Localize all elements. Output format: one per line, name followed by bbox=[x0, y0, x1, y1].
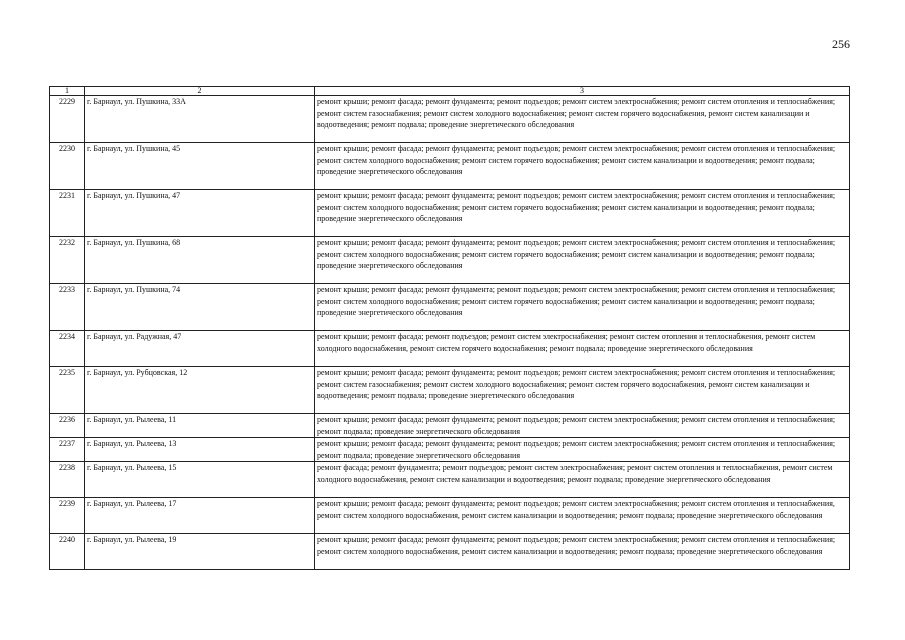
table-row bbox=[50, 534, 850, 570]
row-number: 2234 bbox=[50, 331, 85, 367]
table-row bbox=[50, 190, 850, 237]
table-row bbox=[50, 498, 850, 534]
table-row bbox=[50, 438, 850, 462]
table-row bbox=[50, 237, 850, 284]
row-works: ремонт фасада; ремонт фундамента; ремонт подъездов; ремонт систем электроснабжения; ремонт систем отопления и теплоснабжения, ремонт систем холодного водоснабжения, ремонт систем канализации и водоотведения; ремонт подвала; проведение энергетического обследования bbox=[315, 462, 850, 498]
row-number: 2239 bbox=[50, 498, 85, 534]
row-works: ремонт крыши; ремонт фасада; ремонт фундамента; ремонт подъездов; ремонт систем электроснабжения; ремонт систем отопления и теплоснабжения; ремонт подвала; проведение энергетического обследования bbox=[315, 414, 850, 438]
row-address: г. Барнаул, ул. Рылеева, 11 bbox=[85, 414, 315, 438]
row-works: ремонт крыши; ремонт фасада; ремонт фундамента; ремонт подъездов; ремонт систем электроснабжения; ремонт систем отопления и теплоснабжения; ремонт систем холодного водоснабжения; ремонт систем горячего водоснабжения; ремонт систем канализации и водоотведения; ремонт подвала; проведение энергетического обследования bbox=[315, 143, 850, 190]
row-address: г. Барнаул, ул. Рылеева, 13 bbox=[85, 438, 315, 462]
row-address: г. Барнаул, ул. Пушкина, 33А bbox=[85, 96, 315, 143]
row-works: ремонт крыши; ремонт фасада; ремонт подъездов; ремонт систем электроснабжения; ремонт систем отопления и теплоснабжения, ремонт систем холодного водоснабжения, ремонт систем горячего водоснабжения; ремонт подвала; проведение энергетического обследования bbox=[315, 331, 850, 367]
column-header-address: 2 bbox=[85, 87, 315, 96]
row-address: г. Барнаул, ул. Рылеева, 15 bbox=[85, 462, 315, 498]
column-header-works: 3 bbox=[315, 87, 850, 96]
row-address: г. Барнаул, ул. Рылеева, 19 bbox=[85, 534, 315, 570]
column-header-number: 1 bbox=[50, 87, 85, 96]
row-works: ремонт крыши; ремонт фасада; ремонт фундамента; ремонт подъездов; ремонт систем электроснабжения; ремонт систем отопления и теплоснабжения; ремонт систем газоснабжения; ремонт систем холодного водоснабжения; ремонт систем горячего водоснабжения, ремонт систем канализации и водоотведения; ремонт подвала; проведение энергетического обследования bbox=[315, 96, 850, 143]
row-number: 2238 bbox=[50, 462, 85, 498]
table-row bbox=[50, 331, 850, 367]
table-row bbox=[50, 96, 850, 143]
row-number: 2233 bbox=[50, 284, 85, 331]
row-number: 2230 bbox=[50, 143, 85, 190]
table-header-row bbox=[50, 87, 850, 96]
row-works: ремонт крыши; ремонт фасада; ремонт фундамента; ремонт подъездов; ремонт систем электроснабжения; ремонт систем отопления и теплоснабжения, ремонт систем холодного водоснабжения, ремонт систем канализации и водоотведения; ремонт подвала; проведение энергетического обследования bbox=[315, 498, 850, 534]
row-address: г. Барнаул, ул. Рубцовская, 12 bbox=[85, 367, 315, 414]
row-address: г. Барнаул, ул. Пушкина, 45 bbox=[85, 143, 315, 190]
row-number: 2236 bbox=[50, 414, 85, 438]
row-works: ремонт крыши; ремонт фасада; ремонт фундамента; ремонт подъездов; ремонт систем электроснабжения; ремонт систем отопления и теплоснабжения; ремонт систем холодного водоснабжения; ремонт систем горячего водоснабжения; ремонт систем канализации и водоотведения; ремонт подвала; проведение энергетического обследования bbox=[315, 284, 850, 331]
row-works: ремонт крыши; ремонт фасада; ремонт фундамента; ремонт подъездов; ремонт систем электроснабжения; ремонт систем отопления и теплоснабжения; ремонт систем холодного водоснабжения, ремонт систем канализации и водоотведения; ремонт подвала; проведение энергетического обследования bbox=[315, 534, 850, 570]
row-address: г. Барнаул, ул. Пушкина, 47 bbox=[85, 190, 315, 237]
table-row bbox=[50, 462, 850, 498]
table-row bbox=[50, 367, 850, 414]
table-row bbox=[50, 414, 850, 438]
row-number: 2232 bbox=[50, 237, 85, 284]
row-number: 2229 bbox=[50, 96, 85, 143]
row-number: 2237 bbox=[50, 438, 85, 462]
row-number: 2240 bbox=[50, 534, 85, 570]
row-works: ремонт крыши; ремонт фасада; ремонт фундамента; ремонт подъездов; ремонт систем электроснабжения; ремонт систем отопления и теплоснабжения; ремонт подвала; проведение энергетического обследования bbox=[315, 438, 850, 462]
row-works: ремонт крыши; ремонт фасада; ремонт фундамента; ремонт подъездов; ремонт систем электроснабжения; ремонт систем отопления и теплоснабжения; ремонт систем газоснабжения; ремонт систем холодного водоснабжения; ремонт систем горячего водоснабжения, ремонт систем канализации и водоотведения; ремонт подвала; проведение энергетического обследования bbox=[315, 367, 850, 414]
row-number: 2231 bbox=[50, 190, 85, 237]
page-number: 256 bbox=[832, 37, 850, 51]
row-works: ремонт крыши; ремонт фасада; ремонт фундамента; ремонт подъездов; ремонт систем электроснабжения; ремонт систем отопления и теплоснабжения; ремонт систем холодного водоснабжения; ремонт систем горячего водоснабжения; ремонт систем канализации и водоотведения; ремонт подвала; проведение энергетического обследования bbox=[315, 237, 850, 284]
row-works: ремонт крыши; ремонт фасада; ремонт фундамента; ремонт подъездов; ремонт систем электроснабжения; ремонт систем отопления и теплоснабжения; ремонт систем холодного водоснабжения; ремонт систем горячего водоснабжения; ремонт систем канализации и водоотведения; ремонт подвала; проведение энергетического обследования bbox=[315, 190, 850, 237]
repair-register-table bbox=[49, 86, 850, 570]
row-address: г. Барнаул, ул. Радужная, 47 bbox=[85, 331, 315, 367]
table-row bbox=[50, 143, 850, 190]
table-row bbox=[50, 284, 850, 331]
row-number: 2235 bbox=[50, 367, 85, 414]
row-address: г. Барнаул, ул. Пушкина, 74 bbox=[85, 284, 315, 331]
row-address: г. Барнаул, ул. Пушкина, 68 bbox=[85, 237, 315, 284]
row-address: г. Барнаул, ул. Рылеева, 17 bbox=[85, 498, 315, 534]
